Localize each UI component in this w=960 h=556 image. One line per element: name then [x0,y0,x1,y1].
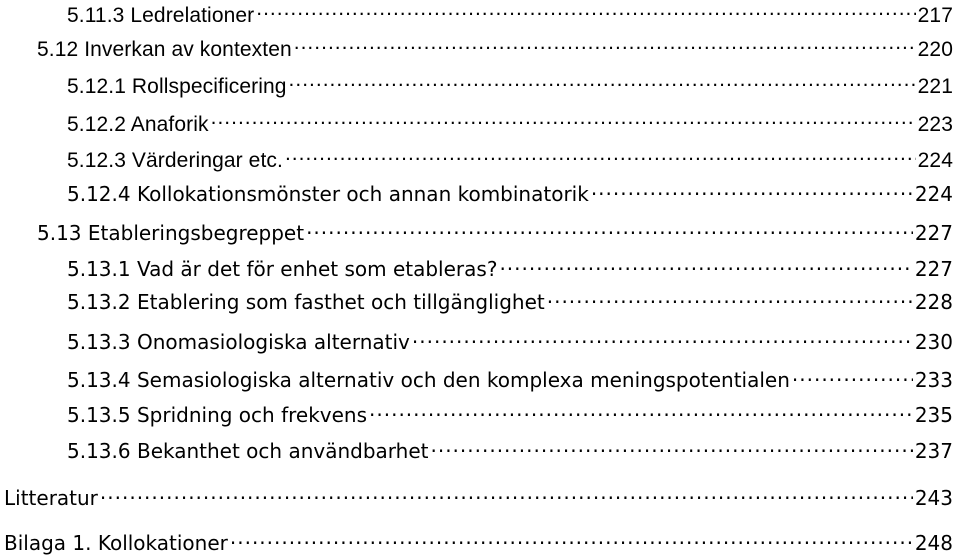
toc-entry-label: 5.13.4 Semasiologiska alternativ och den komplexa meningspotentialen [67,368,790,392]
toc-entry-page: 227 [914,221,953,245]
toc-entry-label: 5.12 Inverkan av kontexten [37,38,292,61]
toc-entry-label: 5.13.3 Onomasiologiska alternativ [67,330,410,354]
toc-entry-label: 5.13.1 Vad är det för enhet som etableras? [67,257,498,281]
toc-entry-label: 5.13.5 Spridning och frekvens [67,403,368,427]
toc-dot-leader [547,289,913,309]
toc-dot-leader [430,438,912,458]
toc-entry-litteratur[interactable] [4,485,953,511]
toc-dot-leader [591,181,913,201]
toc-entry-page: 230 [914,330,953,354]
toc-entry-page: 233 [914,368,953,392]
toc-entry-label: Bilaga 1. Kollokationer [4,531,228,555]
toc-entry-5-13-6[interactable] [67,438,953,464]
toc-dot-leader [306,220,913,240]
toc-dot-leader [499,256,912,276]
toc-dot-leader [289,72,916,93]
toc-entry-page: 248 [914,531,953,555]
toc-entry-page: 243 [914,486,953,510]
toc-dot-leader [256,1,915,22]
toc-entry-5-12-2[interactable] [67,110,953,138]
toc-entry-label: 5.12.4 Kollokationsmönster och annan kombinatorik [67,182,589,206]
toc-entry-page: 224 [914,182,953,206]
toc-entry-label: 5.11.3 Ledrelationer [67,4,255,27]
toc-entry-5-13-3[interactable] [67,329,953,355]
toc-entry-bilaga-1[interactable] [4,530,953,556]
toc-dot-leader [792,367,913,387]
toc-entry-page: 217 [917,4,953,27]
toc-entry-5-12[interactable] [37,35,953,63]
toc-entry-5-12-1[interactable] [67,72,953,100]
toc-dot-leader [230,530,913,550]
toc-entry-5-13-4[interactable] [67,367,953,393]
toc-entry-page: 235 [914,403,953,427]
toc-entry-5-11-3[interactable] [67,1,953,29]
toc-entry-page: 224 [917,149,953,172]
toc-entry-page: 237 [914,439,953,463]
toc-entry-page: 220 [917,38,953,61]
toc-dot-leader [100,485,913,505]
toc-entry-label: Litteratur [4,486,98,510]
toc-dot-leader [369,402,913,422]
toc-entry-5-12-3[interactable] [67,146,953,174]
toc-entry-page: 223 [917,113,953,136]
toc-entry-label: 5.12.1 Rollspecificering [67,75,287,98]
toc-entry-5-12-4[interactable] [67,181,953,207]
toc-entry-label: 5.12.2 Anaforik [67,113,209,136]
toc-entry-label: 5.13.6 Bekanthet och användbarhet [67,439,429,463]
toc-entry-5-13-5[interactable] [67,402,953,428]
toc-entry-label: 5.13.2 Etablering som fasthet och tillgänglighet [67,290,545,314]
toc-entry-5-13-2[interactable] [67,289,953,315]
toc-entry-5-13[interactable] [37,220,953,246]
toc-entry-page: 228 [914,290,953,314]
toc-entry-label: 5.12.3 Värderingar etc. [67,149,283,172]
toc-dot-leader [285,146,916,167]
toc-dot-leader [294,35,916,56]
toc-entry-label: 5.13 Etableringsbegreppet [37,221,305,245]
toc-entry-page: 221 [917,75,953,98]
toc-dot-leader [211,110,916,131]
toc-entry-5-13-1[interactable] [67,256,953,282]
toc-dot-leader [412,329,913,349]
toc-entry-page: 227 [914,257,953,281]
